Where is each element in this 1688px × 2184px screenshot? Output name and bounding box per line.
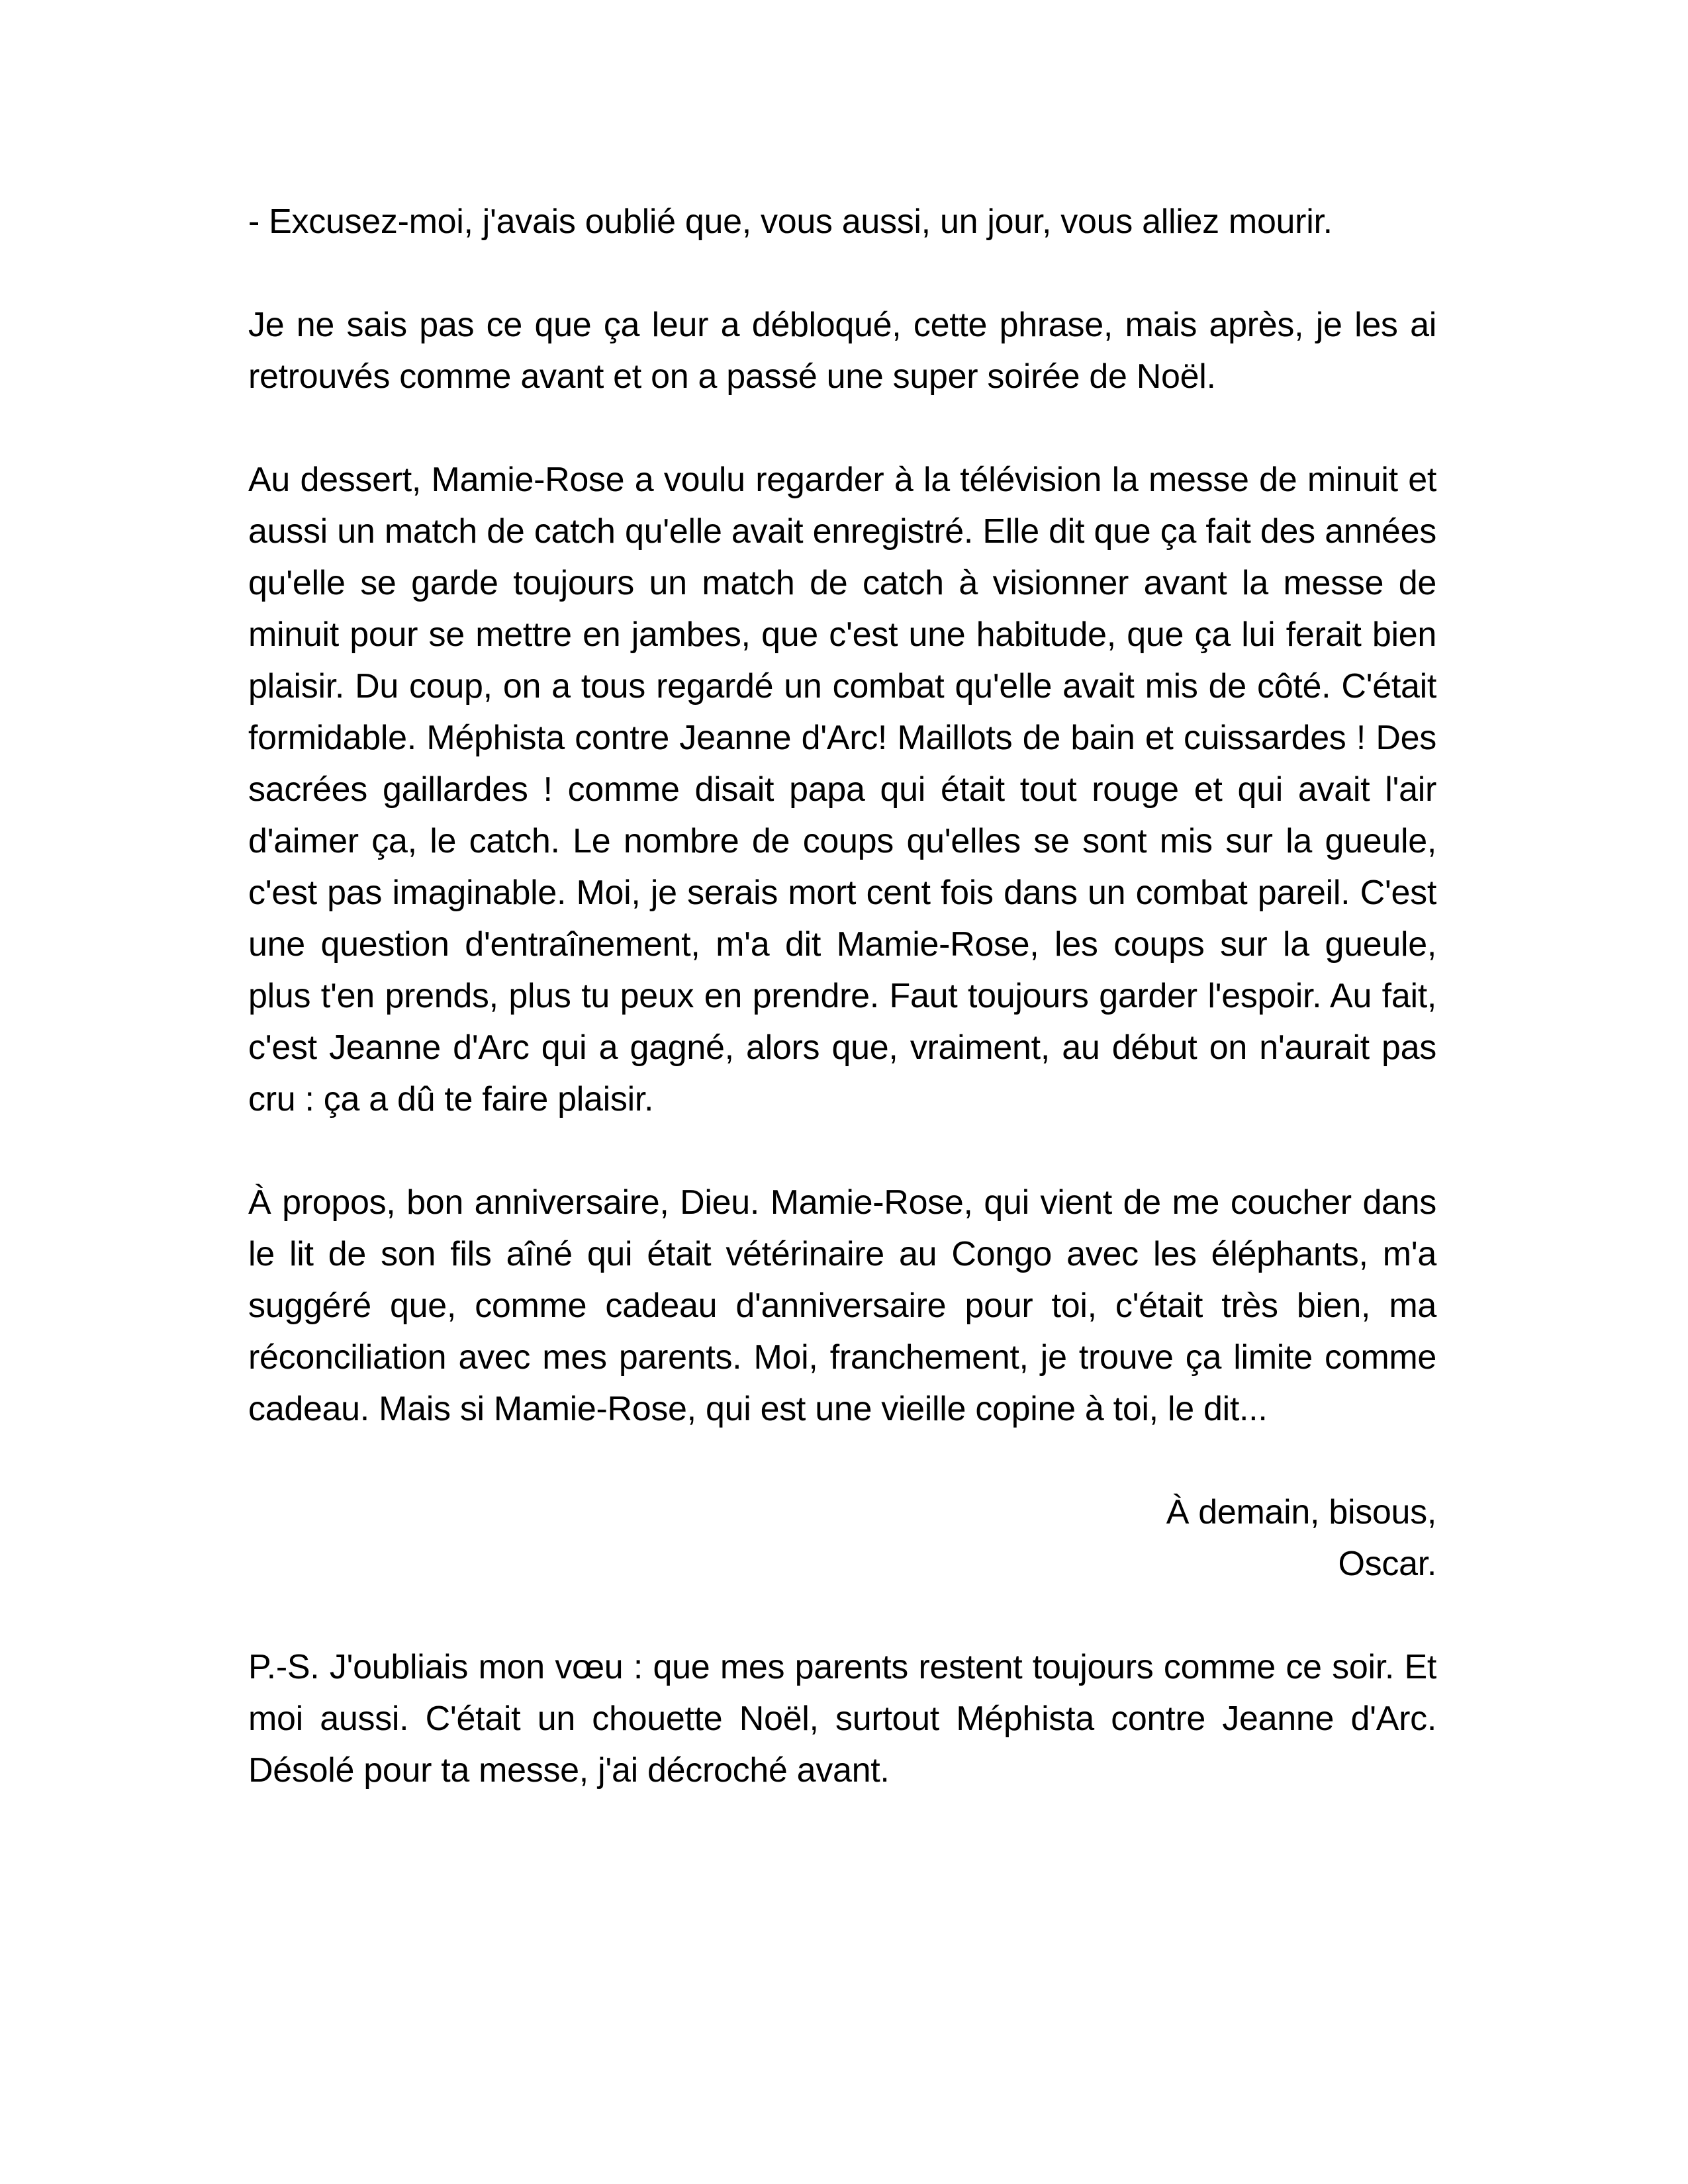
dialogue-line: - Excusez-moi, j'avais oublié que, vous aussi, un jour, vous alliez mourir. [248, 203, 1333, 241]
paragraph-reconciliation: Je ne sais pas ce que ça leur a débloqué, cette phrase, mais après, je les ai retrouvés comme avant et on a passé une super soirée de Noël. [248, 306, 1436, 396]
signature-block [248, 1486, 1436, 1590]
postscript: P.-S. J'oubliais mon vœu : que mes parents restent toujours comme ce soir. Et moi aussi. C'était un chouette Noël, surtout Méphista contre Jeanne d'Arc. Désolé pour ta messe, j'ai décroché avant. [248, 1648, 1436, 1790]
paragraph-birthday-gift: À propos, bon anniversaire, Dieu. Mamie-Rose, qui vient de me coucher dans le lit de son fils aîné qui était vétérinaire au Congo avec les éléphants, m'a suggéré que, comme cadeau d'anniversaire pour toi, c'était très bien, ma réconciliation avec mes parents. Moi, franchement, je trouve ça limite comme cadeau. Mais si Mamie-Rose, qui est une vieille copine à toi, le dit... [248, 1183, 1436, 1428]
closing-line: À demain, bisous, [1166, 1493, 1436, 1531]
signature-name: Oscar. [1338, 1545, 1436, 1583]
paragraph-catch-match: Au dessert, Mamie-Rose a voulu regarder à la télévision la messe de minuit et aussi un match de catch qu'elle avait enregistré. Elle dit que ça fait des années qu'elle se garde toujours un match de catch à visionner avant la messe de minuit pour se mettre en jambes, que c'est une habitude, que ça lui ferait bien plaisir. Du coup, on a tous regardé un combat qu'elle avait mis de côté. C'était formidable. Méphista contre Jeanne d'Arc! Maillots de bain et cuissardes ! Des sacrées gaillardes ! comme disait papa qui était tout rouge et qui avait l'air d'aimer ça, le catch. Le nombre de coups qu'elles se sont mis sur la gueule, c'est pas imaginable. Moi, je serais mort cent fois dans un combat pareil. C'est une question d'entraînement, m'a dit Mamie-Rose, les coups sur la gueule, plus t'en prends, plus tu peux en prendre. Faut toujours garder l'espoir. Au fait, c'est Jeanne d'Arc qui a gagné, alors que, vraiment, au début on n'aurait pas cru : ça a dû te faire plaisir. [248, 461, 1436, 1118]
letter-body [248, 196, 1436, 1796]
